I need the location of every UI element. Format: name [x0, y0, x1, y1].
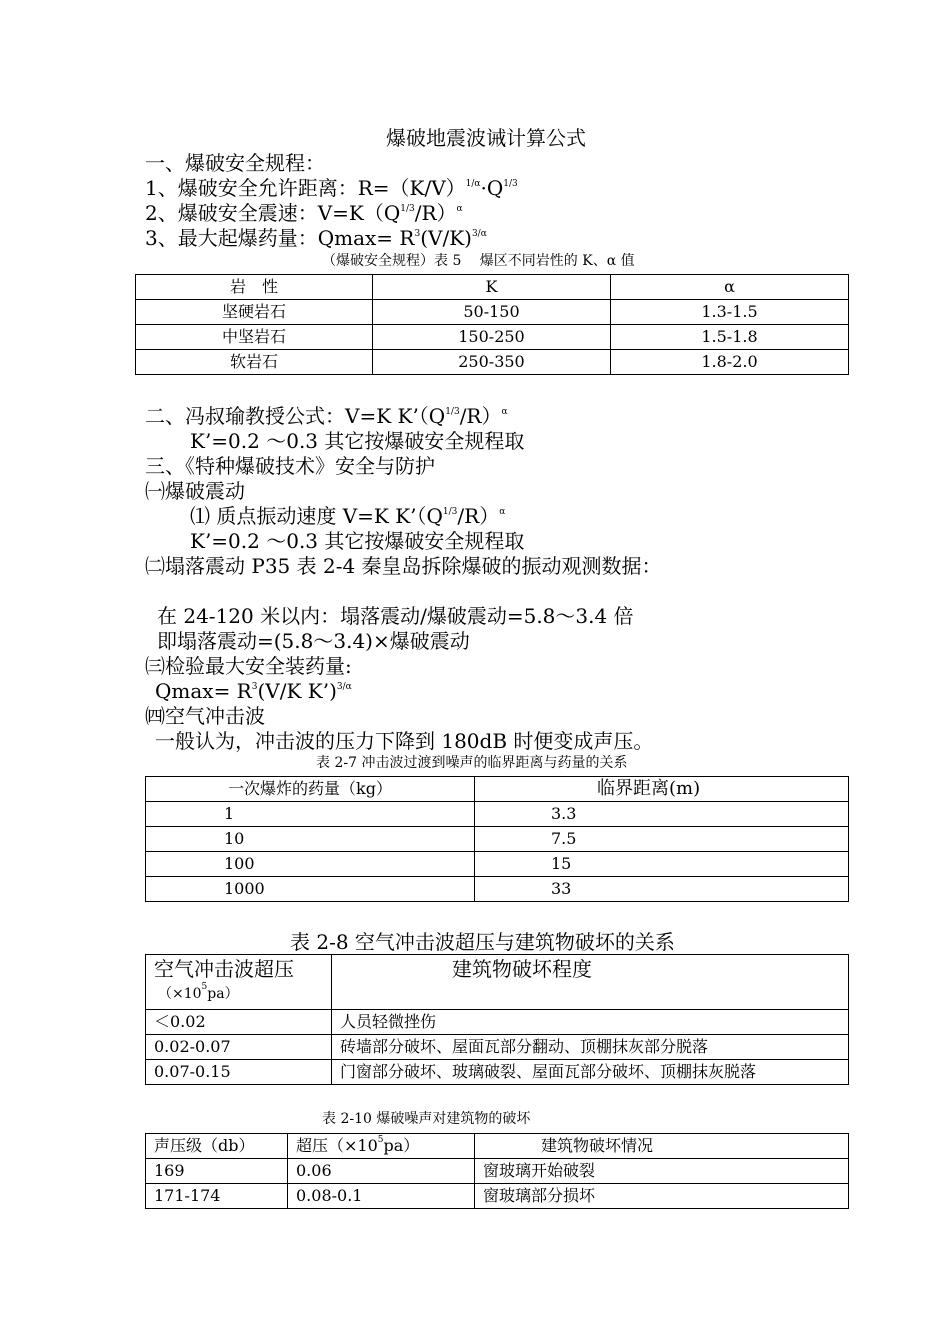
section-2-formula: 二、冯叔瑜教授公式：V=K $K’(Q^{1/3}/R)^\alpha$ — [145, 404, 508, 428]
table-cell: 1.8-2.0 — [611, 350, 849, 375]
table-cell: 门窗部分破坏、玻璃破裂、屋面瓦部分破坏、顶棚抹灰脱落 — [332, 1060, 849, 1085]
table-cell: 10 — [146, 827, 475, 852]
section-2-note: K’=0.2 ～0.3 其它按爆破安全规程取 — [190, 429, 525, 453]
table-header-cell: α — [611, 275, 849, 300]
section-3-heading: 三、《特种爆破技术》安全与防护 — [145, 454, 435, 478]
table-cell: 150-250 — [373, 325, 611, 350]
table-cell: 软岩石 — [136, 350, 373, 375]
table-4-caption: 表 2-10 爆破噪声对建筑物的破坏 — [322, 1111, 531, 1127]
formula-safe-distance: 1、爆破安全允许距离：$R=(K/V)^{1/\alpha}\cdot Q^{1/3}$ — [145, 176, 518, 200]
table-header-cell: 临界距离(m) — [475, 777, 849, 802]
collapse-formula-text: 即塌落震动=(5.8～3.4)×爆破震动 — [157, 629, 470, 653]
formula-safe-velocity: 2、爆破安全震速：$V=K(Q^{1/3}/R)^\alpha$ — [145, 201, 463, 225]
table-cell: 中坚岩石 — [136, 325, 373, 350]
table-row — [146, 1035, 849, 1060]
table-header-cell: 超压$(\times 10^5pa)$ — [288, 1134, 475, 1159]
table-row — [136, 350, 849, 375]
table-cell: 1000 — [146, 877, 475, 902]
table-row — [146, 1184, 849, 1209]
table-cell: 0.07-0.15 — [146, 1060, 332, 1085]
noise-damage-table — [145, 1133, 849, 1209]
document-title: 爆破地震波诫计算公式 — [386, 126, 586, 150]
table-1-caption: （爆破安全规程）表 5 爆区不同岩性的 K、α 值 — [322, 253, 635, 269]
table-row — [146, 877, 849, 902]
table-cell: 窗玻璃开始破裂 — [475, 1159, 849, 1184]
table-cell: 7.5 — [475, 827, 849, 852]
subsection-max-charge: ㈢检验最大安全装药量: — [145, 654, 352, 678]
table-row — [136, 300, 849, 325]
table-header-cell: 空气冲击波超压 $(\times 10^5pa)$ — [146, 955, 332, 1010]
table-row — [146, 802, 849, 827]
table-cell: 15 — [475, 852, 849, 877]
table-cell: 砖墙部分破坏、屋面瓦部分翻动、顶棚抹灰部分脱落 — [332, 1035, 849, 1060]
particle-velocity-note: K’=0.2 ～0.3 其它按爆破安全规程取 — [190, 529, 525, 553]
table-header-cell: 岩 性 — [136, 275, 373, 300]
table-cell: 171-174 — [146, 1184, 288, 1209]
table-2-caption: 表 2-7 冲击波过渡到噪声的临界距离与药量的关系 — [316, 755, 628, 771]
rock-k-alpha-table — [135, 274, 849, 375]
table-header-cell: 声压级（db） — [146, 1134, 288, 1159]
table-row — [146, 1159, 849, 1184]
subsection-blast-vibration: ㈠爆破震动 — [145, 479, 245, 503]
table-header-cell: 建筑物破坏情况 — [475, 1134, 849, 1159]
particle-velocity-formula: ⑴ 质点振动速度 V=K $K’(Q^{1/3}/R)^\alpha$ — [190, 504, 506, 528]
table-cell: ＜0.02 — [146, 1010, 332, 1035]
table-header-cell: 建筑物破坏程度 — [332, 955, 849, 1010]
formula-max-charge: 3、最大起爆药量：$Qmax= R^3(V/K)^{3/\alpha}$ — [145, 226, 487, 250]
table-3-caption: 表 2-8 空气冲击波超压与建筑物破坏的关系 — [290, 930, 675, 954]
table-cell: 250-350 — [373, 350, 611, 375]
subsection-air-shock: ㈣空气冲击波 — [145, 704, 265, 728]
table-cell: 坚硬岩石 — [136, 300, 373, 325]
table-header-row — [136, 275, 849, 300]
table-row — [146, 852, 849, 877]
table-header-cell: K — [373, 275, 611, 300]
table-row — [146, 1010, 849, 1035]
table-cell: 169 — [146, 1159, 288, 1184]
table-cell: 窗玻璃部分损坏 — [475, 1184, 849, 1209]
table-row — [146, 1060, 849, 1085]
table-header-row — [146, 1134, 849, 1159]
critical-distance-table — [145, 776, 849, 902]
table-cell: 33 — [475, 877, 849, 902]
table-cell: 人员轻微挫伤 — [332, 1010, 849, 1035]
collapse-ratio-text: 在 24-120 米以内：塌落震动/爆破震动=5.8～3.4 倍 — [157, 604, 634, 628]
table-cell: 50-150 — [373, 300, 611, 325]
table-cell: 0.08-0.1 — [288, 1184, 475, 1209]
table-cell: 100 — [146, 852, 475, 877]
table-row — [136, 325, 849, 350]
table-cell: 0.06 — [288, 1159, 475, 1184]
table-header-row — [146, 955, 849, 1010]
overpressure-damage-table — [145, 954, 849, 1085]
air-shock-text: 一般认为，冲击波的压力下降到 180dB 时便变成声压。 — [155, 729, 654, 753]
table-cell: 1 — [146, 802, 475, 827]
table-cell: 0.02-0.07 — [146, 1035, 332, 1060]
table-cell: 1.5-1.8 — [611, 325, 849, 350]
table-header-row — [146, 777, 849, 802]
table-cell: 3.3 — [475, 802, 849, 827]
table-header-cell: 一次爆炸的药量（kg） — [146, 777, 475, 802]
table-cell: 1.3-1.5 — [611, 300, 849, 325]
max-charge-formula: $Qmax= R^3(V/K$ K’)$^{3/\alpha}$ — [155, 679, 352, 703]
table-row — [146, 827, 849, 852]
subsection-collapse-vibration: ㈡塌落震动 P35 表 2-4 秦皇岛拆除爆破的振动观测数据： — [145, 554, 662, 578]
section-1-heading: 一、爆破安全规程： — [145, 151, 325, 175]
